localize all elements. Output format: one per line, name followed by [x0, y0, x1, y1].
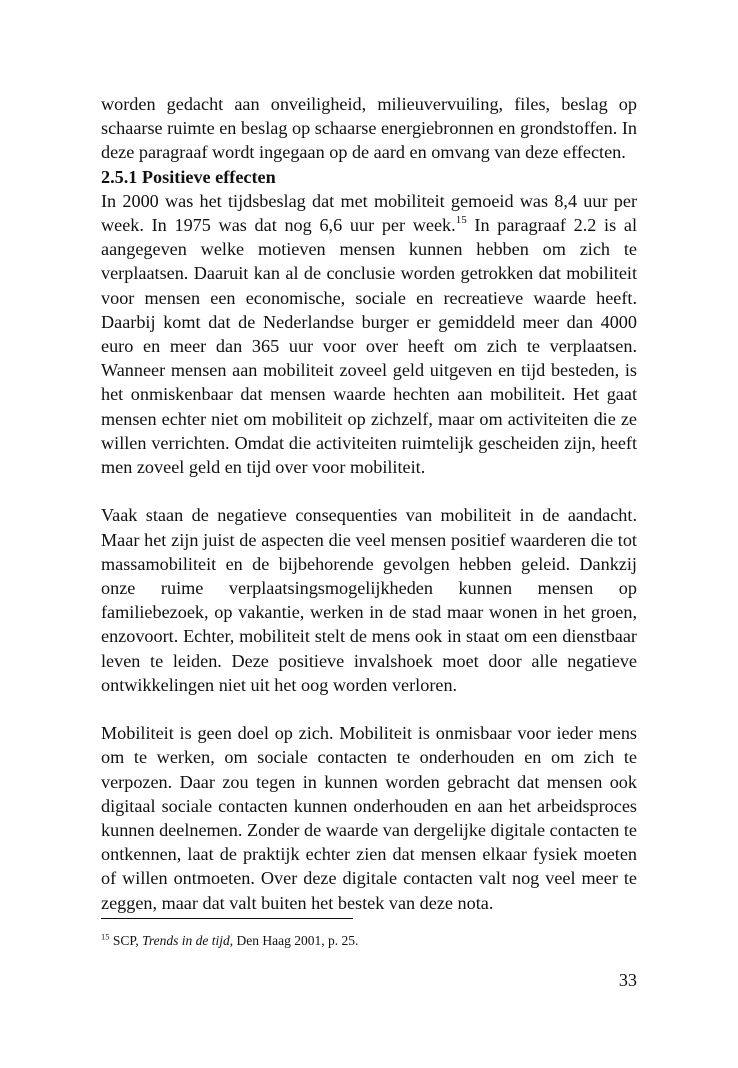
page-body — [101, 92, 637, 915]
footnote-title: Trends in de tijd — [142, 933, 230, 948]
footnote-number: 15 — [101, 931, 110, 942]
paragraph-2: Vaak staan de negatieve consequenties van mobiliteit in de aandacht. Maar het zijn juist de aspecten die veel mensen positief waarderen die tot massamobiliteit en de bijbehorende gevolgen hebben geleid. Dankzij onze ruime verplaatsingsmogelijkheden kunnen mensen op familiebezoek, op vakantie, werken in de stad maar wonen in het groen, enzovoort. Echter, mobiliteit stelt de mens ook in staat om een dienstbaar leven te leiden. Deze positieve invalshoek moet door alle negatieve ontwikkelingen niet uit het oog worden verloren. — [101, 505, 637, 695]
footnote-rest: , Den Haag 2001, p. 25. — [229, 933, 359, 948]
footnote — [101, 932, 637, 950]
footnote-source: SCP, — [109, 933, 143, 948]
page-number: 33 — [618, 970, 637, 990]
paragraph-1 — [101, 189, 637, 479]
section-heading: 2.5.1 Positieve effecten — [101, 166, 276, 187]
intro-paragraph: worden gedacht aan onveiligheid, milieuvervuiling, files, beslag op schaarse ruimte en beslag op schaarse energiebronnen en grondstoffen. In deze paragraaf wordt ingegaan op de aard en omvang van deze effecten. — [101, 94, 637, 163]
paragraph-3: Mobiliteit is geen doel op zich. Mobiliteit is onmisbaar voor ieder mens om te werken, om sociale contacten te onderhouden en om zich te verpozen. Daar zou tegen in kunnen worden gebracht dat mensen ook digitaal sociale contacten kunnen onderhouden en aan het arbeidsproces kunnen deelnemen. Zonder de waarde van dergelijke digitale contacten te ontkennen, laat de praktijk echter zien dat mensen elkaar fysiek moeten of willen ontmoeten. Over deze digitale contacten valt nog veel meer te zeggen, maar dat valt buiten het bestek van deze nota. — [101, 723, 637, 913]
footnote-divider — [101, 918, 353, 919]
footnote-reference[interactable]: 15 — [455, 213, 467, 226]
paragraph-1-text-b: In paragraaf 2.2 is al aangegeven welke motieven mensen kunnen hebben om zich te verplaatsen. Daaruit kan al de conclusie worden getrokken dat mobiliteit voor mensen een economische, sociale en recreatieve waarde heeft. Daarbij komt dat de Nederlandse burger er gemiddeld meer dan 4000 euro en meer dan 365 uur voor over heeft om zich te verplaatsen. Wanneer mensen aan mobiliteit zoveel geld uitgeven en tijd besteden, is het onmiskenbaar dat mensen waarde hechten aan mobiliteit. Het gaat mensen echter niet om mobiliteit op zichzelf, maar om activiteiten die ze willen verrichten. Omdat die activiteiten ruimtelijk gescheiden zijn, heeft men zoveel geld en tijd over voor mobiliteit. — [101, 215, 637, 478]
paragraph-1-text-a: In 2000 was het tijdsbeslag dat met mobiliteit gemoeid was 8,4 uur per week. In 1975 was dat nog 6,6 uur per week. — [101, 190, 637, 236]
